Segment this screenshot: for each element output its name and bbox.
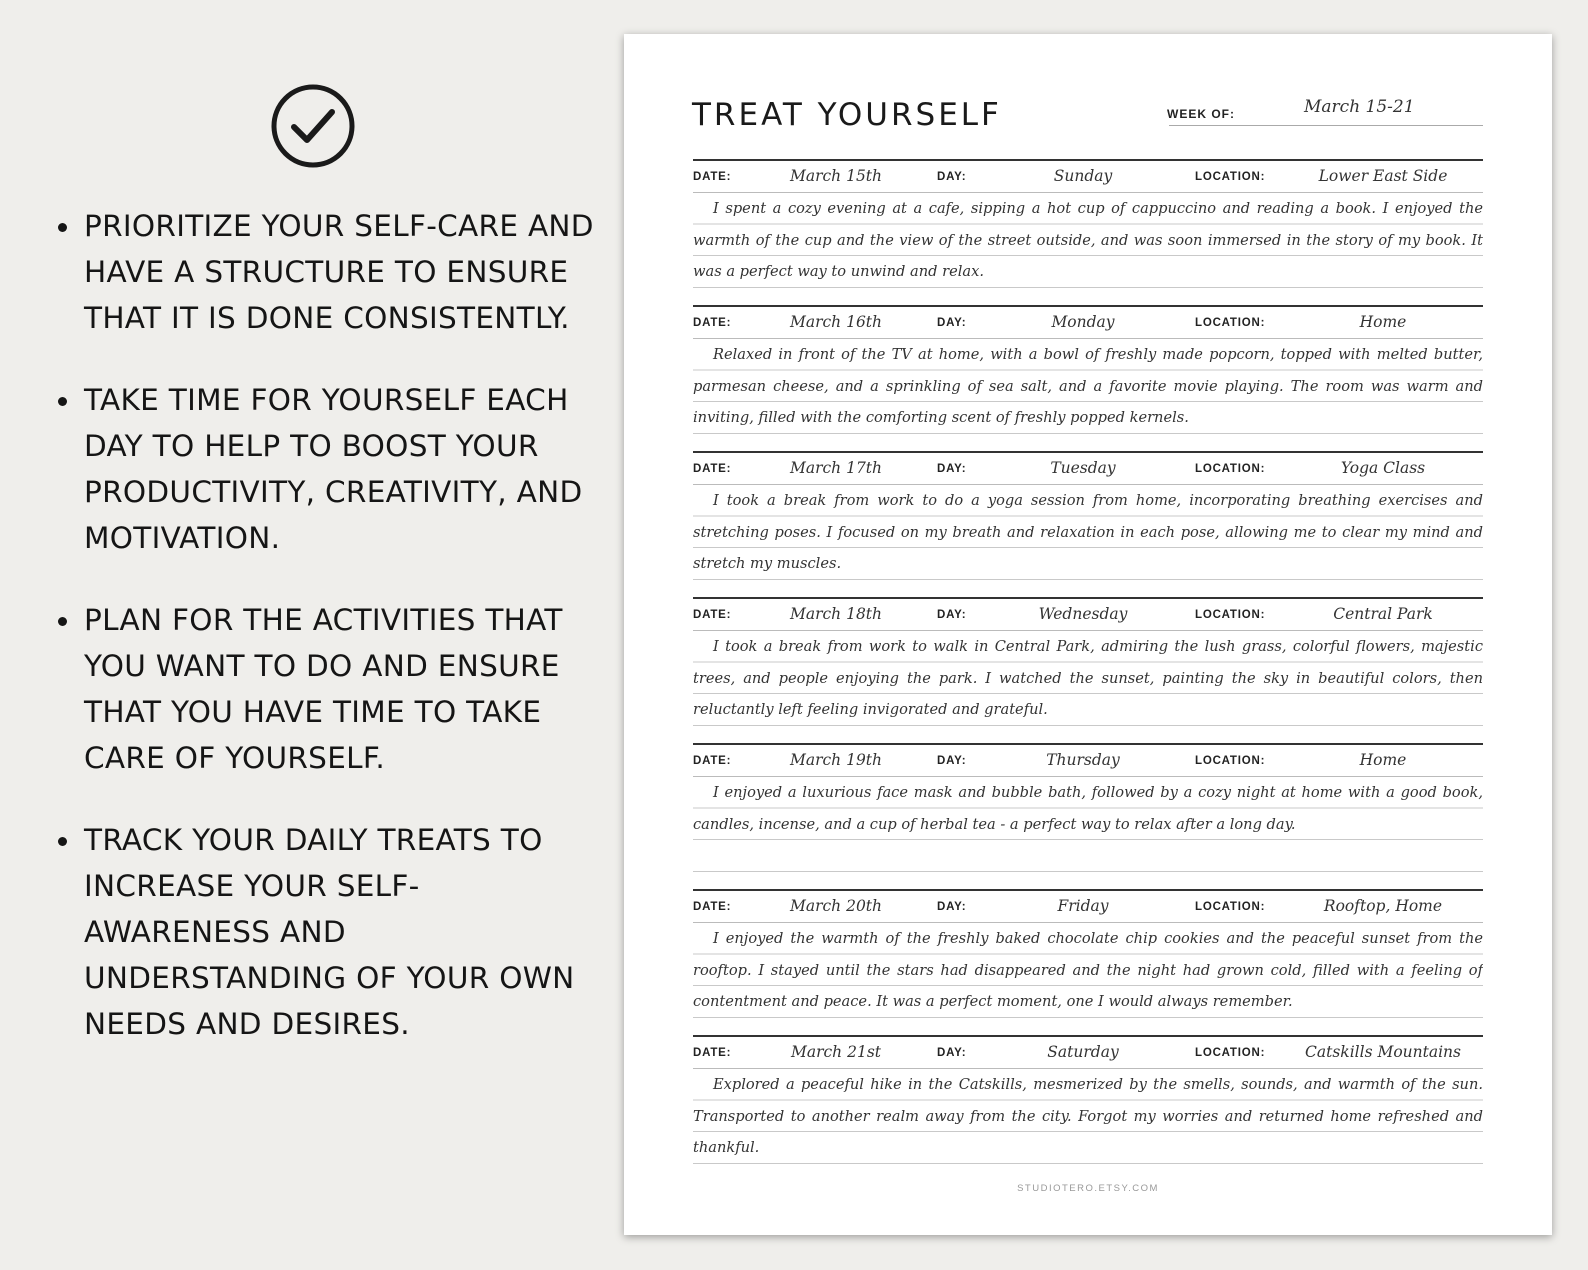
benefits-list [55, 203, 600, 1083]
entry-row [693, 159, 1483, 305]
entry-header [693, 1037, 1483, 1069]
date-label: DATE: [693, 317, 732, 329]
entries-list [693, 159, 1483, 1181]
date-value: March 17th [789, 459, 883, 477]
day-label: DAY: [937, 755, 967, 767]
bullet-dot-icon [58, 397, 67, 406]
entry-text: Relaxed in front of the TV at home, with a bowl of freshly made popcorn, topped with melted butter, parmesan cheese, and a sprinkling of sea salt, and a favorite movie playing. The room was warm and inviting, filled with the comforting scent of freshly popped kernels. [693, 339, 1483, 434]
entry-header [693, 891, 1483, 923]
entry-header [693, 161, 1483, 193]
entry-row [693, 889, 1483, 1035]
entry-row [693, 743, 1483, 889]
location-value: Home [1359, 313, 1407, 331]
benefit-item: PLAN FOR THE ACTIVITIES THAT YOU WANT TO DO AND ENSURE THAT YOU HAVE TIME TO TAKE CARE OF YOURSELF. [55, 597, 600, 781]
date-label: DATE: [693, 171, 732, 183]
entry-text: I enjoyed a luxurious face mask and bubble bath, followed by a cozy night at home with a good book, candles, incense, and a cup of herbal tea - a perfect way to relax after a long day. [693, 777, 1483, 872]
location-label: LOCATION: [1195, 463, 1266, 475]
date-value: March 16th [789, 313, 883, 331]
location-label: LOCATION: [1195, 901, 1266, 913]
location-value: Central Park [1333, 605, 1433, 623]
location-label: LOCATION: [1195, 755, 1266, 767]
day-label: DAY: [937, 609, 967, 621]
benefit-item: TAKE TIME FOR YOURSELF EACH DAY TO HELP TO BOOST YOUR PRODUCTIVITY, CREATIVITY, AND MOTIVATION. [55, 377, 600, 561]
planner-sheet [624, 34, 1552, 1235]
day-label: DAY: [937, 901, 967, 913]
location-value: Yoga Class [1340, 459, 1426, 477]
week-of-value: March 15-21 [1304, 97, 1415, 117]
day-label: DAY: [937, 171, 967, 183]
date-label: DATE: [693, 609, 732, 621]
week-of-label: WEEK OF: [1167, 107, 1235, 121]
entry-text: I took a break from work to do a yoga session from home, incorporating breathing exercises and stretching poses. I focused on my breath and relaxation in each pose, allowing me to clear my mind and stretch my muscles. [693, 485, 1483, 580]
day-value: Thursday [1046, 751, 1120, 769]
week-of-underline [1169, 125, 1483, 126]
day-value: Saturday [1047, 1043, 1119, 1061]
location-value: Rooftop, Home [1323, 897, 1443, 915]
location-label: LOCATION: [1195, 317, 1266, 329]
day-value: Friday [1057, 897, 1109, 915]
entry-text: Explored a peaceful hike in the Catskills, mesmerized by the smells, sounds, and warmth of the sun. Transported to another realm away from the city. Forgot my worries and returned home refreshed and thankful. [693, 1069, 1483, 1164]
entry-row [693, 451, 1483, 597]
page-title: TREAT YOURSELF [692, 97, 1002, 133]
entry-text: I took a break from work to walk in Central Park, admiring the lush grass, colorful flowers, majestic trees, and people enjoying the park. I watched the sunset, painting the sky in beautiful colors, then reluctantly left feeling invigorated and grateful. [693, 631, 1483, 726]
bullet-dot-icon [58, 617, 67, 626]
location-value: Lower East Side [1318, 167, 1448, 185]
entry-header [693, 307, 1483, 339]
benefit-item: PRIORITIZE YOUR SELF-CARE AND HAVE A STRUCTURE TO ENSURE THAT IT IS DONE CONSISTENTLY. [55, 203, 600, 341]
day-label: DAY: [937, 1047, 967, 1059]
bullet-dot-icon [58, 837, 67, 846]
footer-credit: STUDIOTERO.ETSY.COM [1017, 1183, 1159, 1194]
location-value: Home [1359, 751, 1407, 769]
date-label: DATE: [693, 1047, 732, 1059]
location-label: LOCATION: [1195, 609, 1266, 621]
checkmark-circle-icon [270, 83, 356, 169]
entry-row [693, 305, 1483, 451]
entry-text: I enjoyed the warmth of the freshly baked chocolate chip cookies and the peaceful sunset from the rooftop. I stayed until the stars had disappeared and the night had grown cold, filled with a feeling of contentment and peace. It was a perfect moment, one I would always remember. [693, 923, 1483, 1018]
benefit-item: TRACK YOUR DAILY TREATS TO INCREASE YOUR SELF-AWARENESS AND UNDERSTANDING OF YOUR OWN NEEDS AND DESIRES. [55, 817, 600, 1047]
location-label: LOCATION: [1195, 1047, 1266, 1059]
date-value: March 20th [789, 897, 883, 915]
entry-row [693, 597, 1483, 743]
day-value: Sunday [1053, 167, 1113, 185]
entry-header [693, 453, 1483, 485]
day-label: DAY: [937, 463, 967, 475]
date-value: March 18th [789, 605, 883, 623]
date-value: March 19th [789, 751, 883, 769]
entry-header [693, 599, 1483, 631]
day-value: Wednesday [1038, 605, 1128, 623]
location-value: Catskills Mountains [1305, 1043, 1461, 1061]
date-label: DATE: [693, 901, 732, 913]
bullet-dot-icon [58, 223, 67, 232]
entry-row [693, 1035, 1483, 1181]
day-value: Tuesday [1050, 459, 1116, 477]
day-value: Monday [1051, 313, 1115, 331]
entry-header [693, 745, 1483, 777]
date-label: DATE: [693, 463, 732, 475]
location-label: LOCATION: [1195, 171, 1266, 183]
entry-text: I spent a cozy evening at a cafe, sipping a hot cup of cappuccino and reading a book. I enjoyed the warmth of the cup and the view of the street outside, and was soon immersed in the story of my book. It was a perfect way to unwind and relax. [693, 193, 1483, 288]
date-value: March 21st [790, 1043, 882, 1061]
day-label: DAY: [937, 317, 967, 329]
date-value: March 15th [789, 167, 883, 185]
date-label: DATE: [693, 755, 732, 767]
